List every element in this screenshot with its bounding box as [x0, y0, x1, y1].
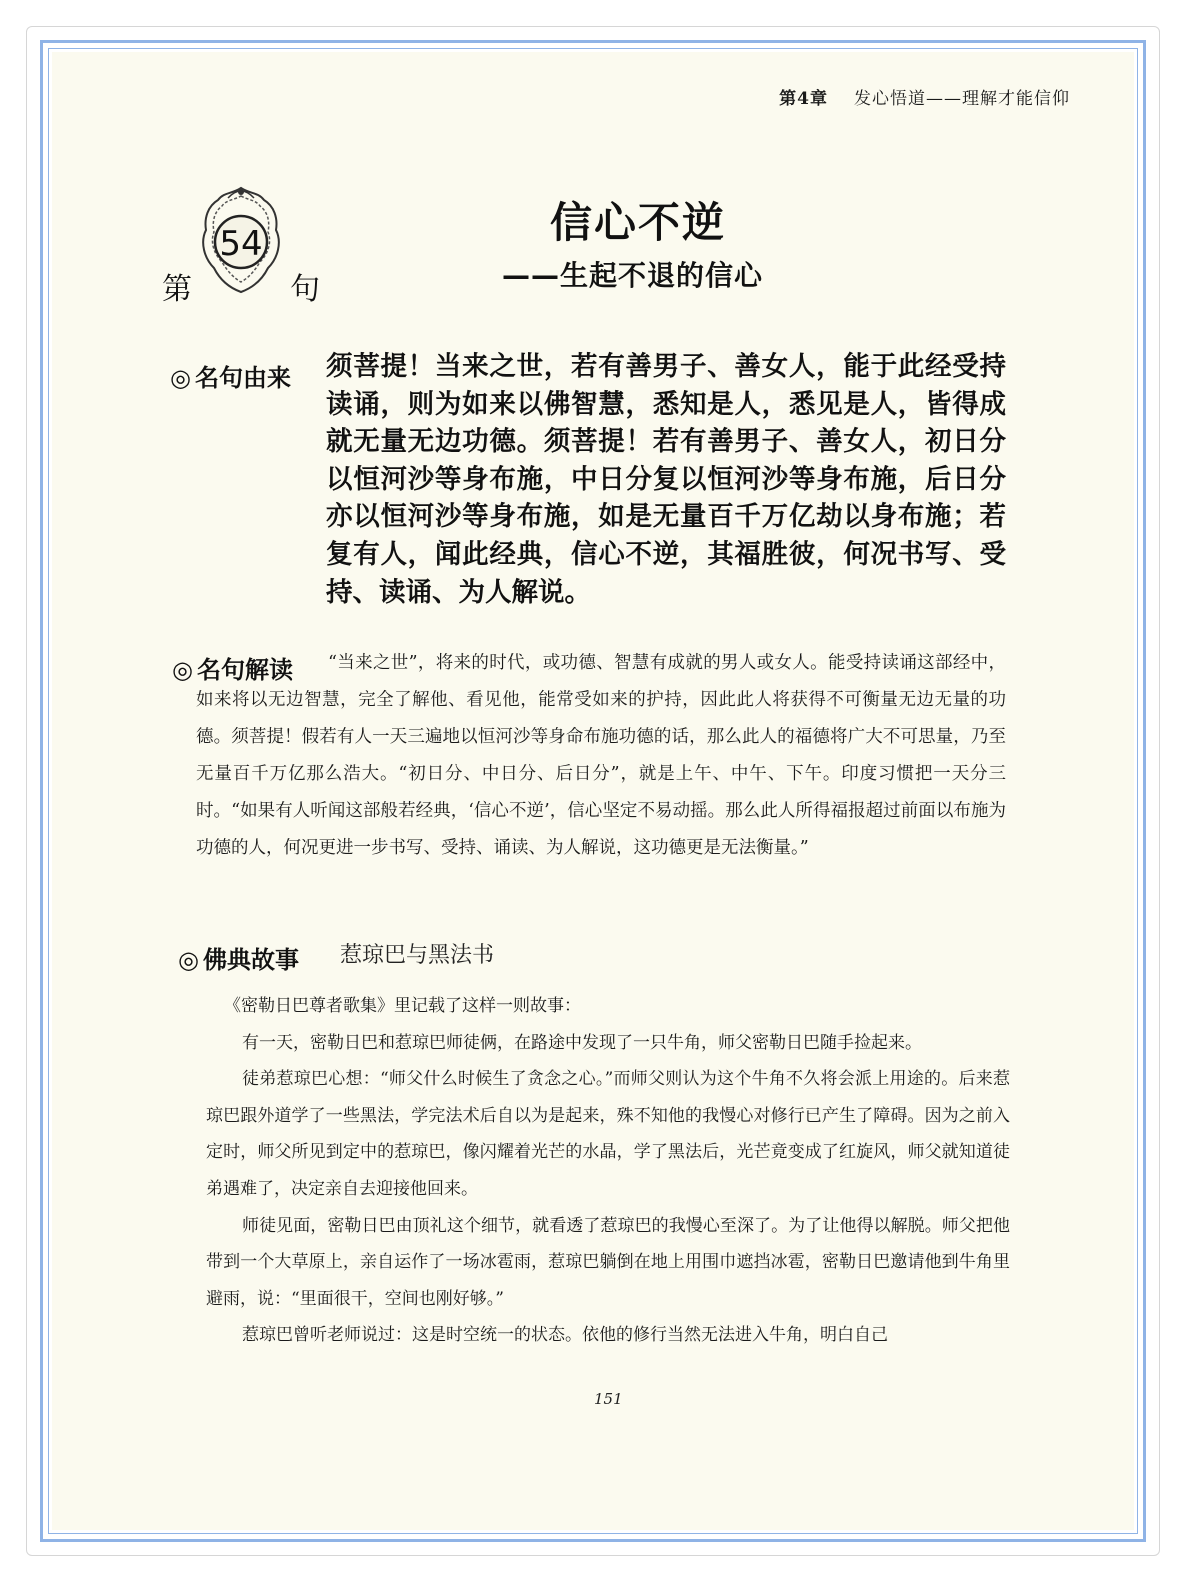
bullseye-icon: ◎: [172, 656, 193, 684]
story-paragraph: 《密勒日巴尊者歌集》里记载了这样一则故事：: [224, 996, 581, 1016]
bullseye-icon: ◎: [170, 364, 191, 392]
story-body: [206, 988, 1010, 1354]
chapter-title: 发心悟道——理解才能信仰: [854, 89, 1070, 109]
story-paragraph: 师徒见面，密勒日巴由顶礼这个细节，就看透了惹琼巴的我慢心至深了。为了让他得以解脱。师父把他带到一个大草原上，亲自运作了一场冰雹雨，惹琼巴躺倒在地上用围巾遮挡冰雹，密勒日巴邀请他到牛角里避雨，说：“里面很干，空间也刚好够。”: [206, 1215, 1010, 1309]
page-subtitle: ——生起不退的信心: [502, 259, 764, 292]
ordinal-suffix: 句: [290, 272, 320, 307]
section-story-heading: [178, 940, 299, 975]
section-interpretation-label: 名句解读: [196, 656, 293, 684]
section-origin-heading: [170, 358, 291, 393]
chapter-number: 第4章: [779, 89, 828, 109]
running-head: [779, 84, 1070, 109]
page-title: 信心不逆: [550, 198, 727, 247]
rank-number: 54: [219, 224, 263, 264]
sutra-quote: 须菩提！当来之世，若有善男子、善女人，能于此经受持读诵，则为如来以佛智慧，悉知是人，悉见是人，皆得成就无量无边功德。须菩提！若有善男子、善女人，初日分以恒河沙等身布施，中日分复以恒河沙等身布施，后日分亦以恒河沙等身布施，如是无量百千万亿劫以身布施；若复有人，闻此经典，信心不逆，其福胜彼，何况书写、受持、读诵、为人解说。: [326, 351, 1006, 608]
story-paragraph: 有一天，密勒日巴和惹琼巴师徒俩，在路途中发现了一只牛角，师父密勒日巴随手捡起来。: [242, 1032, 922, 1053]
interpretation-text: “当来之世”，将来的时代，或功德、智慧有成就的男人或女人。能受持读诵这部经中，如来将以无边智慧，完全了解他、看见他，能常受如来的护持，因此此人将获得不可衡量无边无量的功德。须菩提！假若有人一天三遍地以恒河沙等身命布施功德的话，那么此人的福德将广大不可思量，乃至无量百千万亿那么浩大。“初日分、中日分、后日分”，就是上午、中午、下午。印度习惯把一天分三时。“如果有人听闻这部般若经典，‘信心不逆’，信心坚定不易动摇。那么此人所得福报超过前面以布施为功德的人，何况更进一步书写、受持、诵读、为人解说，这功德更是无法衡量。”: [196, 653, 1006, 858]
story-paragraph: 徒弟惹琼巴心想：“师父什么时候生了贪念之心。”而师父则认为这个牛角不久将会派上用途的。后来惹琼巴跟外道学了一些黑法，学完法术后自以为是起来，殊不知他的我慢心对修行已产生了障碍。因为之前入定时，师父所见到定中的惹琼巴，像闪耀着光芒的水晶，学了黑法后，光芒竟变成了红旋风，师父就知道徒弟遇难了，决定亲自去迎接他回来。: [206, 1069, 1010, 1199]
ordinal-prefix: 第: [162, 272, 192, 307]
bullseye-icon: ◎: [178, 946, 199, 974]
story-paragraph: 惹琼巴曾听老师说过：这是时空统一的状态。依他的修行当然无法进入牛角，明白自己: [242, 1325, 888, 1346]
story-title: 惹琼巴与黑法书: [340, 943, 495, 968]
interpretation-paragraph: [196, 645, 1006, 867]
section-story-label: 佛典故事: [202, 946, 299, 974]
page-number: 151: [594, 1390, 623, 1408]
section-origin-label: 名句由来: [194, 364, 291, 392]
